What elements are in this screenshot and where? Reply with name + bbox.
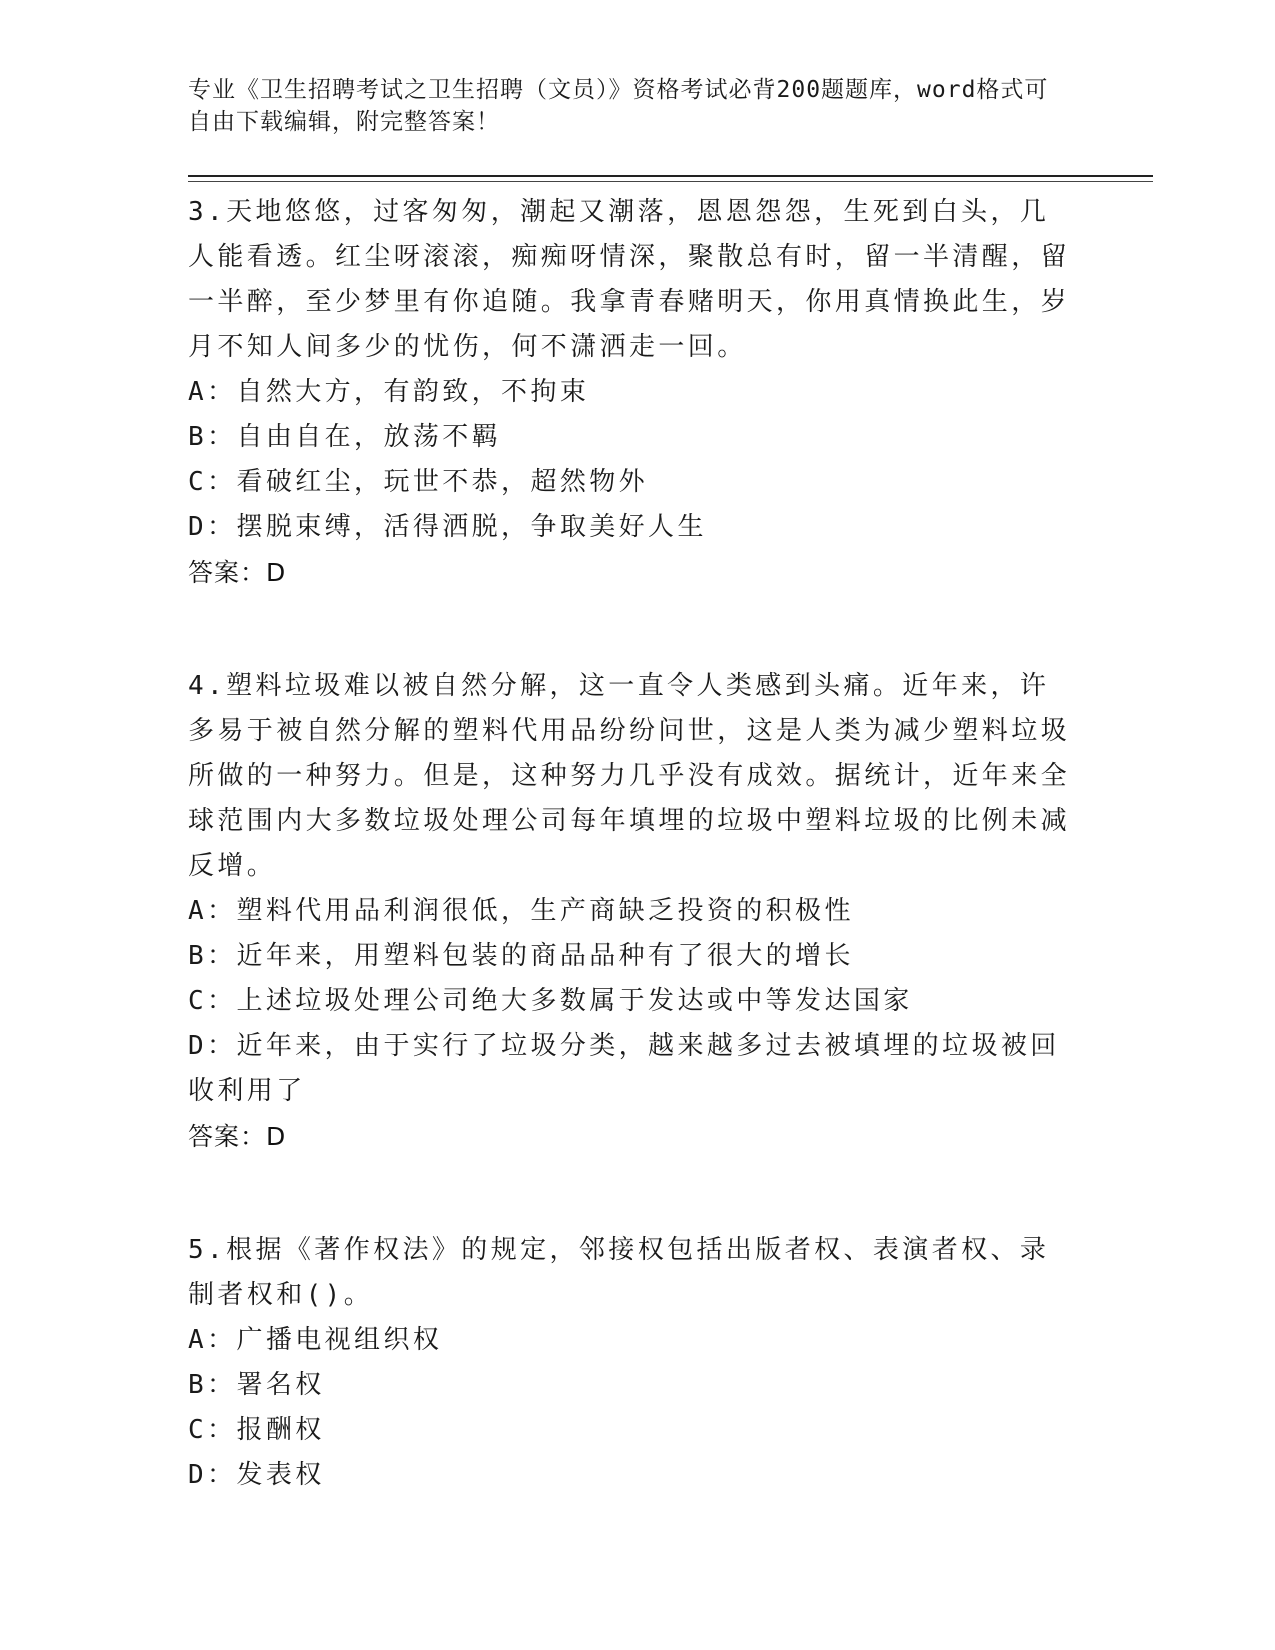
option-a: A：自然大方，有韵致，不拘束 <box>188 377 590 407</box>
option-b: B：署名权 <box>188 1370 325 1400</box>
option-c: C：看破红尘，玩世不恭，超然物外 <box>188 467 649 497</box>
answer-line: 答案：D <box>188 1122 287 1151</box>
header-rule-thick <box>188 175 1153 177</box>
option-d: D：发表权 <box>188 1460 325 1490</box>
question-stem: 3.天地悠悠，过客匆匆，潮起又潮落，恩恩怨怨，生死到白头，几人能看透。红尘呀滚滚，痴痴呀情深，聚散总有时，留一半清醒，留一半醉，至少梦里有你追随。我拿青春赌明天，你用真情换此生，岁月不知人间多少的忧伤，何不潇洒走一回。 <box>188 197 1071 362</box>
option-a: A：塑料代用品利润很低，生产商缺乏投资的积极性 <box>188 896 854 926</box>
question-list <box>188 190 1078 1567</box>
header-rule-thin <box>188 181 1153 182</box>
option-b: B：自由自在，放荡不羁 <box>188 422 502 452</box>
option-d: D：摆脱束缚，活得洒脱，争取美好人生 <box>188 512 707 542</box>
option-a: A：广播电视组织权 <box>188 1325 443 1355</box>
question-5 <box>188 1228 1078 1498</box>
document-header <box>188 74 1068 138</box>
question-stem: 5.根据《著作权法》的规定，邻接权包括出版者权、表演者权、录制者权和()。 <box>188 1235 1050 1310</box>
option-c: C：报酬权 <box>188 1415 325 1445</box>
question-4 <box>188 664 1078 1159</box>
question-3 <box>188 190 1078 595</box>
question-stem: 4.塑料垃圾难以被自然分解，这一直令人类感到头痛。近年来，许多易于被自然分解的塑料代用品纷纷问世，这是人类为减少塑料垃圾所做的一种努力。但是，这种努力几乎没有成效。据统计，近年来全球范围内大多数垃圾处理公司每年填埋的垃圾中塑料垃圾的比例未减反增。 <box>188 671 1071 881</box>
answer-line: 答案：D <box>188 558 287 587</box>
option-c: C：上述垃圾处理公司绝大多数属于发达或中等发达国家 <box>188 986 913 1016</box>
option-d: D：近年来，由于实行了垃圾分类，越来越多过去被填埋的垃圾被回收利用了 <box>188 1031 1060 1106</box>
option-b: B：近年来，用塑料包装的商品品种有了很大的增长 <box>188 941 854 971</box>
header-title: 专业《卫生招聘考试之卫生招聘（文员）》资格考试必背200题题库，word格式可自由下载编辑，附完整答案！ <box>188 77 1049 135</box>
